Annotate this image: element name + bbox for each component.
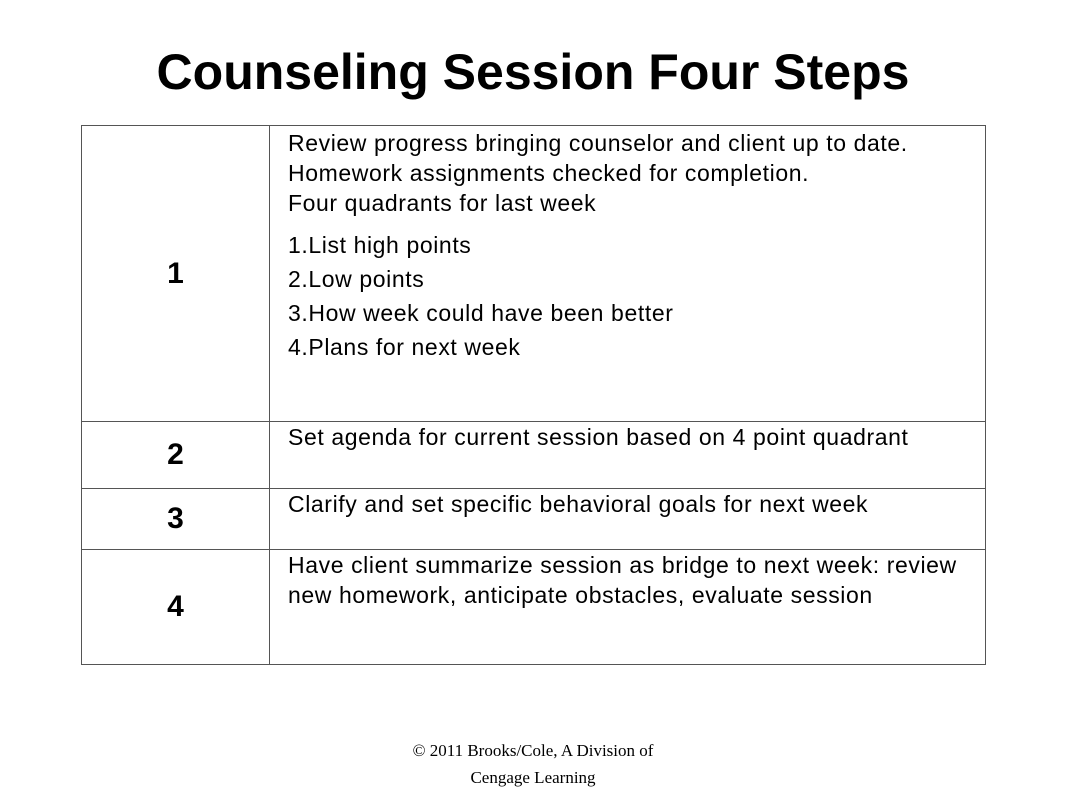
step-number: 1 — [82, 126, 270, 421]
step-text: Have client summarize session as bridge to next week: review new homework, anticipate obstacles, evaluate session — [288, 552, 957, 608]
step-text: Set agenda for current session based on 4 point quadrant — [288, 424, 909, 450]
steps-table — [81, 125, 986, 665]
step-row — [82, 421, 985, 488]
step-row — [82, 488, 985, 549]
step-description — [288, 126, 978, 364]
step-number: 3 — [82, 489, 270, 549]
list-item: 2.Low points — [288, 266, 425, 292]
step-subheading: Four quadrants for last week — [288, 190, 597, 216]
copyright-footer — [0, 737, 1066, 791]
step-text: Clarify and set specific behavioral goals for next week — [288, 491, 869, 517]
step-text: Review progress bringing counselor and client up to date. Homework assignments checked for completion. — [288, 130, 908, 186]
list-item: 1.List high points — [288, 232, 472, 258]
quadrant-list — [288, 228, 978, 364]
list-item: 4.Plans for next week — [288, 334, 521, 360]
step-number: 2 — [82, 422, 270, 488]
step-row — [82, 549, 985, 664]
step-number: 4 — [82, 550, 270, 664]
copyright-line: Cengage Learning — [470, 768, 596, 787]
step-row — [82, 126, 985, 421]
list-item: 3.How week could have been better — [288, 300, 674, 326]
page-title: Counseling Session Four Steps — [156, 44, 910, 100]
copyright-line: © 2011 Brooks/Cole, A Division of — [412, 741, 654, 760]
